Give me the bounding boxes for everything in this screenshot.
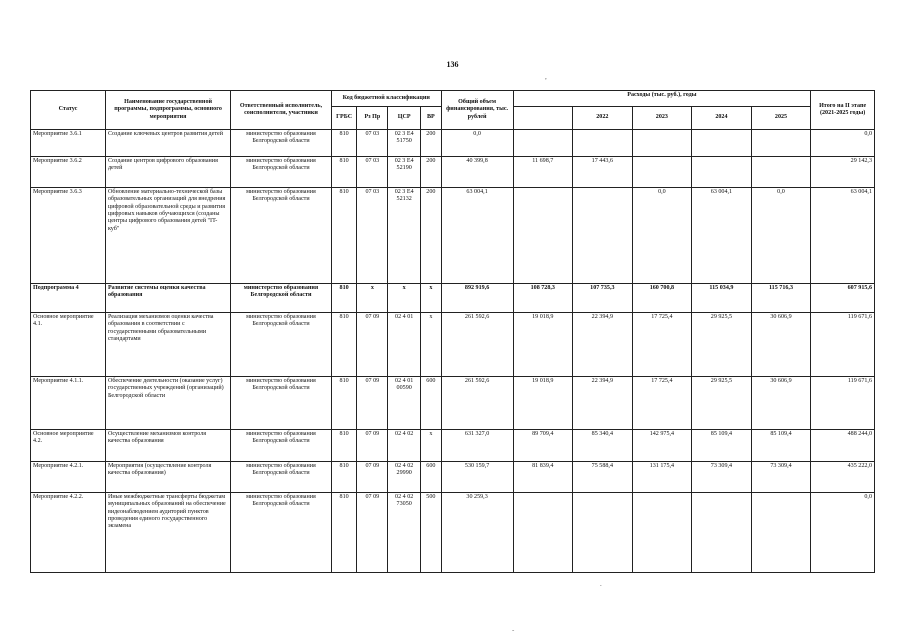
cell-csr: 02 4 02 73050 [388, 493, 421, 573]
cell-vr: 200 [421, 130, 442, 157]
cell-vr: 600 [421, 462, 442, 493]
cell-name: Осуществление механизмов контроля качества образования [105, 430, 230, 462]
cell-y2024: 115 034,9 [692, 284, 752, 313]
table-body [31, 130, 875, 573]
cell-grbs: 810 [331, 188, 357, 284]
table-header [31, 91, 875, 130]
cell-y2025 [751, 130, 811, 157]
cell-name: Реализация механизмов оценки качества образования в соответствии с государственными образовательными стандартами [105, 313, 230, 377]
table-row [31, 284, 875, 313]
cell-grbs: 810 [331, 157, 357, 188]
cell-y2021 [513, 493, 573, 573]
cell-stage: 0,0 [811, 493, 875, 573]
cell-grbs: 810 [331, 377, 357, 430]
header-vr: ВР [421, 107, 442, 130]
header-year-2025: 2025 [751, 107, 811, 130]
cell-rzpr: 07 03 [357, 157, 388, 188]
cell-grbs: 810 [331, 430, 357, 462]
cell-csr: 02 4 01 [388, 313, 421, 377]
cell-grbs: 810 [331, 493, 357, 573]
header-year-2021 [513, 107, 573, 130]
cell-vr: х [421, 284, 442, 313]
cell-y2023: 17 725,4 [632, 313, 692, 377]
cell-executor: министерство образования Белгородской области [231, 377, 332, 430]
cell-y2022: 17 443,6 [573, 157, 633, 188]
cell-y2022: 22 394,9 [573, 313, 633, 377]
cell-executor: министерство образования Белгородской области [231, 284, 332, 313]
cell-y2023: 142 975,4 [632, 430, 692, 462]
cell-executor: министерство образования Белгородской области [231, 430, 332, 462]
cell-y2021 [513, 130, 573, 157]
cell-executor: министерство образования Белгородской области [231, 313, 332, 377]
cell-y2022 [573, 493, 633, 573]
cell-y2025 [751, 493, 811, 573]
cell-y2025: 115 716,3 [751, 284, 811, 313]
header-year-2022: 2022 [573, 107, 633, 130]
cell-csr: 02 3 Е4 52190 [388, 157, 421, 188]
cell-y2024: 29 925,5 [692, 313, 752, 377]
cell-y2024 [692, 157, 752, 188]
cell-total: 30 259,3 [441, 493, 513, 573]
table-row [31, 313, 875, 377]
cell-executor: министерство образования Белгородской области [231, 493, 332, 573]
table-row [31, 188, 875, 284]
cell-grbs: 810 [331, 284, 357, 313]
cell-stage: 435 222,0 [811, 462, 875, 493]
cell-total: 40 399,8 [441, 157, 513, 188]
cell-y2021 [513, 188, 573, 284]
header-total: Общий объем финансирования, тыс. рублей [441, 91, 513, 130]
cell-y2021: 81 839,4 [513, 462, 573, 493]
cell-rzpr: 07 09 [357, 462, 388, 493]
cell-y2022: 22 394,9 [573, 377, 633, 430]
cell-y2023 [632, 130, 692, 157]
cell-stage: 607 915,6 [811, 284, 875, 313]
header-year-2023: 2023 [632, 107, 692, 130]
cell-name: Обеспечение деятельности (оказание услуг) государственных учреждений (организаций) Белгородской области [105, 377, 230, 430]
cell-total: 261 592,6 [441, 313, 513, 377]
cell-name: Создание ключевых центров развития детей [105, 130, 230, 157]
cell-name: Создание центров цифрового образования детей [105, 157, 230, 188]
cell-rzpr: 07 09 [357, 493, 388, 573]
cell-vr: 200 [421, 157, 442, 188]
cell-csr: 02 3 Е4 51750 [388, 130, 421, 157]
header-expenses: Расходы (тыс. руб.), годы [513, 91, 811, 107]
cell-status: Подпрограмма 4 [31, 284, 106, 313]
cell-status: Мероприятие 3.6.1 [31, 130, 106, 157]
cell-name: Мероприятия (осуществление контроля качества образования) [105, 462, 230, 493]
cell-vr: х [421, 313, 442, 377]
cell-executor: министерство образования Белгородской области [231, 188, 332, 284]
cell-y2023: 131 175,4 [632, 462, 692, 493]
cell-vr: 200 [421, 188, 442, 284]
cell-status: Основное мероприятие 4.2. [31, 430, 106, 462]
cell-y2024 [692, 130, 752, 157]
cell-executor: министерство образования Белгородской области [231, 130, 332, 157]
cell-executor: министерство образования Белгородской области [231, 462, 332, 493]
cell-stage: 488 244,0 [811, 430, 875, 462]
cell-y2021: 89 709,4 [513, 430, 573, 462]
cell-stage: 63 004,1 [811, 188, 875, 284]
cell-y2025 [751, 157, 811, 188]
cell-y2025: 85 109,4 [751, 430, 811, 462]
cell-total: 261 592,6 [441, 377, 513, 430]
cell-y2022 [573, 130, 633, 157]
cell-stage: 29 142,3 [811, 157, 875, 188]
cell-y2023: 17 725,4 [632, 377, 692, 430]
cell-name: Развитие системы оценки качества образования [105, 284, 230, 313]
cell-total: 631 327,0 [441, 430, 513, 462]
cell-y2024 [692, 493, 752, 573]
cell-stage: 0,0 [811, 130, 875, 157]
cell-y2024: 73 309,4 [692, 462, 752, 493]
cell-y2025: 30 606,9 [751, 377, 811, 430]
cell-status: Мероприятие 4.2.2. [31, 493, 106, 573]
table-row [31, 462, 875, 493]
cell-y2021: 108 728,3 [513, 284, 573, 313]
cell-executor: министерство образования Белгородской области [231, 157, 332, 188]
cell-vr: 600 [421, 377, 442, 430]
cell-rzpr: 07 09 [357, 377, 388, 430]
cell-y2022: 85 340,4 [573, 430, 633, 462]
cell-total: 892 919,6 [441, 284, 513, 313]
cell-csr: 02 4 01 00590 [388, 377, 421, 430]
cell-y2021: 19 018,9 [513, 377, 573, 430]
table-row [31, 157, 875, 188]
cell-y2024: 29 925,5 [692, 377, 752, 430]
header-csr: ЦСР [388, 107, 421, 130]
cell-vr: 500 [421, 493, 442, 573]
cell-y2024: 85 109,4 [692, 430, 752, 462]
cell-status: Мероприятие 4.2.1. [31, 462, 106, 493]
cell-csr: 02 4 02 29990 [388, 462, 421, 493]
table-row [31, 130, 875, 157]
cell-status: Мероприятие 3.6.3 [31, 188, 106, 284]
cell-csr: х [388, 284, 421, 313]
cell-y2023: 160 700,8 [632, 284, 692, 313]
cell-y2024: 63 004,1 [692, 188, 752, 284]
cell-grbs: 810 [331, 462, 357, 493]
cell-name: Иные межбюджетные трансферты бюджетам муниципальных образований на обеспечение видеонаблюдением аудиторий пунктов проведения единого государственного экзамена [105, 493, 230, 573]
cell-y2023 [632, 493, 692, 573]
cell-y2025: 73 309,4 [751, 462, 811, 493]
header-status: Статус [31, 91, 106, 130]
header-executor: Ответственный исполнитель, соисполнители, участники [231, 91, 332, 130]
cell-rzpr: х [357, 284, 388, 313]
header-rzpr: Рз Пр [357, 107, 388, 130]
header-grbs: ГРБС [331, 107, 357, 130]
cell-status: Основное мероприятие 4.1. [31, 313, 106, 377]
scan-speck: - [512, 626, 515, 634]
cell-total: 0,0 [441, 130, 513, 157]
cell-y2021: 11 698,7 [513, 157, 573, 188]
cell-y2022: 107 735,3 [573, 284, 633, 313]
cell-csr: 02 3 Е4 52132 [388, 188, 421, 284]
cell-stage: 119 671,6 [811, 313, 875, 377]
cell-grbs: 810 [331, 313, 357, 377]
table-row [31, 493, 875, 573]
header-name: Наименование государственной программы, подпрограммы, основного мероприятия [105, 91, 230, 130]
header-year-2024: 2024 [692, 107, 752, 130]
cell-grbs: 810 [331, 130, 357, 157]
cell-stage: 119 671,6 [811, 377, 875, 430]
cell-y2025: 30 606,9 [751, 313, 811, 377]
cell-rzpr: 07 03 [357, 130, 388, 157]
cell-total: 530 159,7 [441, 462, 513, 493]
page-number: 136 [446, 60, 459, 69]
cell-rzpr: 07 09 [357, 430, 388, 462]
cell-rzpr: 07 03 [357, 188, 388, 284]
cell-y2021: 19 018,9 [513, 313, 573, 377]
table-row [31, 430, 875, 462]
cell-y2023: 0,0 [632, 188, 692, 284]
cell-rzpr: 07 09 [357, 313, 388, 377]
scan-speck: , [545, 73, 547, 81]
table-row [31, 377, 875, 430]
cell-y2023 [632, 157, 692, 188]
header-budget-code: Код бюджетной классификации [331, 91, 441, 107]
cell-vr: х [421, 430, 442, 462]
scan-speck: . [600, 580, 602, 588]
header-stage-total: Итого на II этапе (2021-2025 годы) [811, 91, 875, 130]
cell-status: Мероприятие 4.1.1. [31, 377, 106, 430]
cell-name: Обновление материально-технической базы образовательных организаций для внедрения цифровой образовательной среды и развития цифровых навыков обучающихся (созданы центры цифрового образования детей "IT-куб" [105, 188, 230, 284]
cell-y2025: 0,0 [751, 188, 811, 284]
cell-y2022 [573, 188, 633, 284]
budget-table [30, 90, 875, 573]
cell-status: Мероприятие 3.6.2 [31, 157, 106, 188]
cell-total: 63 004,1 [441, 188, 513, 284]
cell-y2022: 75 588,4 [573, 462, 633, 493]
cell-csr: 02 4 02 [388, 430, 421, 462]
